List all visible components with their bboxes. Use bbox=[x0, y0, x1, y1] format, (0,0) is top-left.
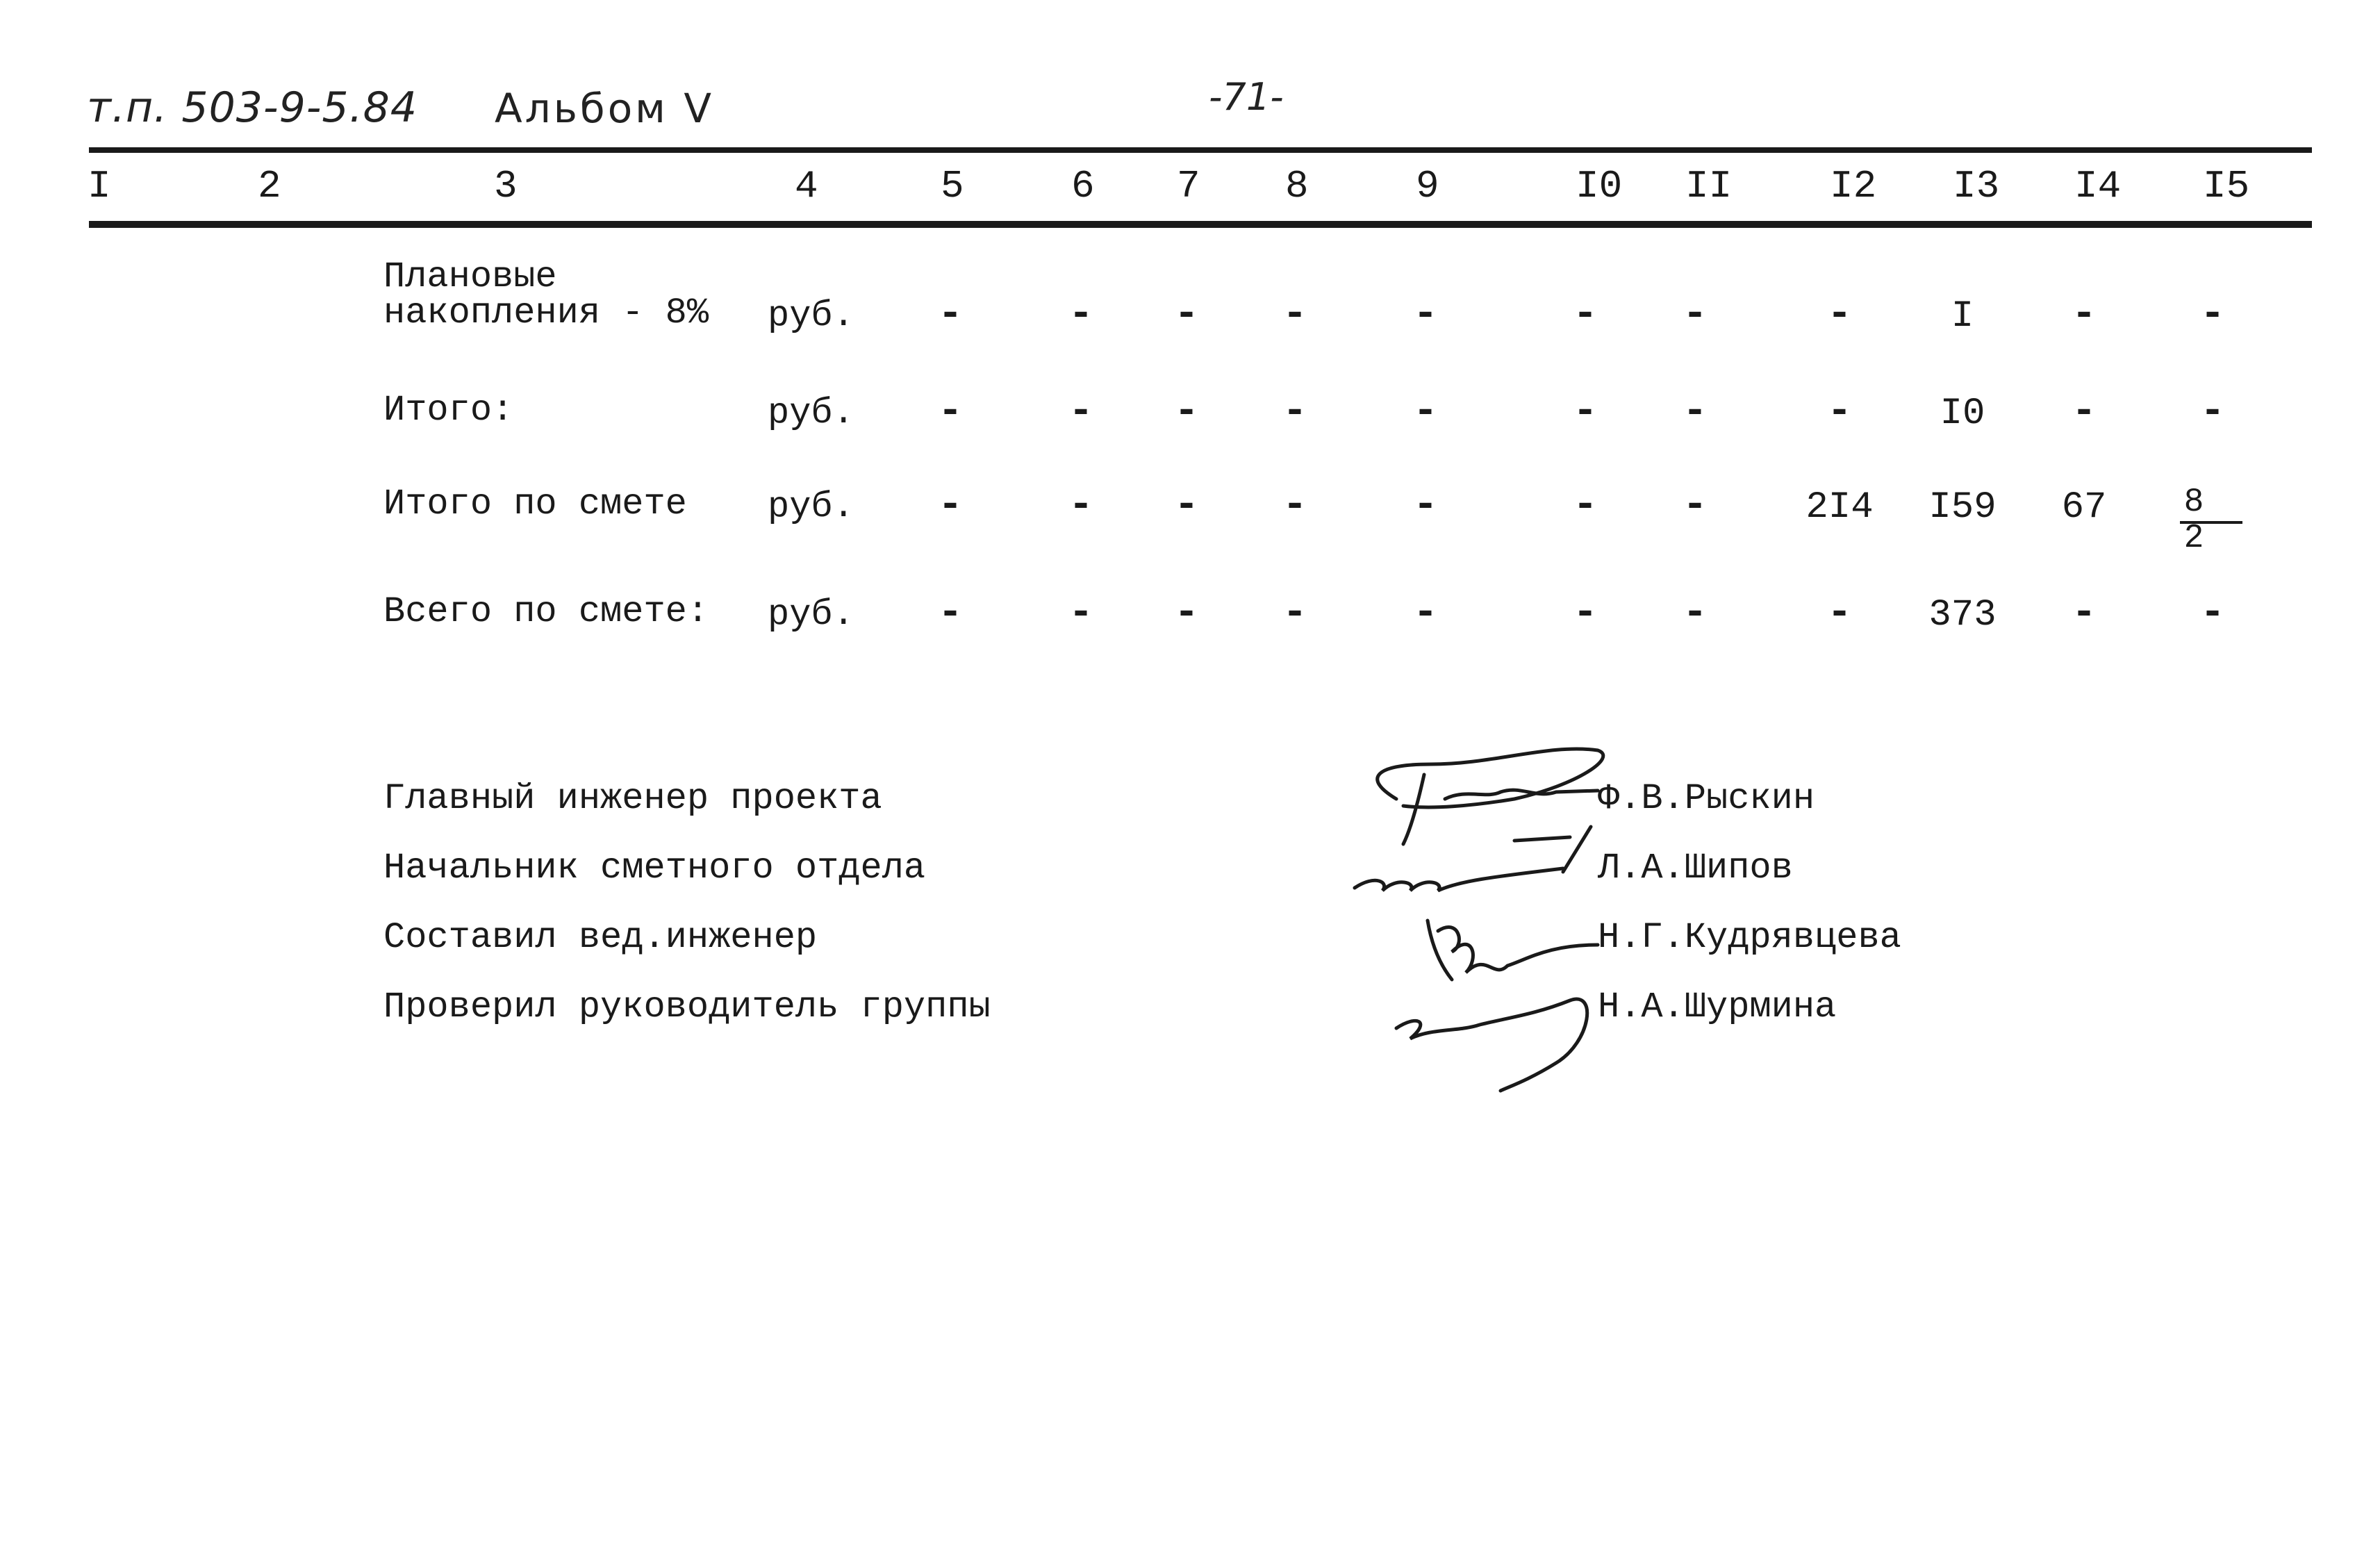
empty-cell-dash: - bbox=[1068, 388, 1094, 436]
empty-cell-dash: - bbox=[1068, 291, 1094, 338]
empty-cell-dash: - bbox=[1282, 291, 1308, 338]
empty-cell-dash: - bbox=[2071, 388, 2097, 436]
empty-cell-dash: - bbox=[2199, 388, 2226, 436]
column-number: 6 bbox=[1071, 164, 1095, 208]
empty-cell-dash: - bbox=[2199, 291, 2226, 338]
empty-cell-dash: - bbox=[1572, 590, 1598, 637]
column-number: 4 bbox=[795, 164, 818, 208]
column-number: 8 bbox=[1285, 164, 1309, 208]
empty-cell-dash: - bbox=[1282, 590, 1308, 637]
column-number: 2 bbox=[258, 164, 281, 208]
row-label: Итого по смете bbox=[383, 484, 687, 525]
row-label-line: Плановые bbox=[383, 256, 557, 297]
signature-role: Начальник сметного отдела bbox=[383, 848, 926, 889]
column-number: I3 bbox=[1953, 164, 2000, 208]
document-code: т.п. 503-9-5.84 bbox=[87, 83, 418, 132]
column-number: 9 bbox=[1416, 164, 1439, 208]
fraction-denominator: 2 bbox=[2183, 520, 2204, 557]
column-number: I2 bbox=[1830, 164, 1877, 208]
empty-cell-dash: - bbox=[1572, 291, 1598, 338]
row-unit: руб. bbox=[768, 295, 854, 336]
empty-cell-dash: - bbox=[1068, 482, 1094, 529]
empty-cell-dash: - bbox=[2071, 291, 2097, 338]
column-number: 3 bbox=[494, 164, 518, 208]
page-number: -71- bbox=[1209, 75, 1284, 119]
row-label-line: накопления - 8% bbox=[383, 292, 709, 333]
fraction-numerator: 8 bbox=[2183, 484, 2204, 521]
empty-cell-dash: - bbox=[1068, 590, 1094, 637]
empty-cell-dash: - bbox=[1173, 388, 1200, 436]
column-number: 7 bbox=[1177, 164, 1200, 208]
signature-ryskin bbox=[1378, 749, 1603, 844]
empty-cell-dash: - bbox=[1173, 482, 1200, 529]
signature-name: Н.А.Шурмина bbox=[1598, 987, 1837, 1028]
empty-cell-dash: - bbox=[1682, 388, 1708, 436]
empty-cell-dash: - bbox=[937, 590, 964, 637]
row-unit: руб. bbox=[768, 594, 854, 635]
column-number: II bbox=[1685, 164, 1733, 208]
signature-name: Н.Г.Кудрявцева bbox=[1598, 917, 1901, 958]
empty-cell-dash: - bbox=[2071, 590, 2097, 637]
column-number: 5 bbox=[941, 164, 964, 208]
signature-shurmina bbox=[1396, 999, 1587, 1091]
empty-cell-dash: - bbox=[1682, 291, 1708, 338]
value-cell: I bbox=[1951, 295, 1974, 338]
column-number: I bbox=[88, 164, 111, 208]
empty-cell-dash: - bbox=[1412, 590, 1439, 637]
signature-name: Л.А.Шипов bbox=[1598, 848, 1793, 889]
empty-cell-dash: - bbox=[1412, 291, 1439, 338]
signature-role: Составил вед.инженер bbox=[383, 917, 818, 958]
empty-cell-dash: - bbox=[937, 291, 964, 338]
album-title: Альбом V bbox=[495, 85, 715, 132]
row-unit: руб. bbox=[768, 486, 854, 527]
empty-cell-dash: - bbox=[1826, 590, 1853, 637]
column-number: I4 bbox=[2074, 164, 2122, 208]
empty-cell-dash: - bbox=[1412, 388, 1439, 436]
row-label: Итого: bbox=[383, 390, 514, 431]
value-cell: 2I4 bbox=[1805, 486, 1874, 529]
signature-role: Проверил руководитель группы bbox=[383, 987, 991, 1028]
empty-cell-dash: - bbox=[1826, 388, 1853, 436]
signature-shipov bbox=[1355, 827, 1591, 891]
empty-cell-dash: - bbox=[1173, 590, 1200, 637]
signature-kudryavtseva bbox=[1428, 921, 1598, 980]
row-label: Всего по смете: bbox=[383, 591, 709, 632]
row-unit: руб. bbox=[768, 393, 854, 434]
column-number: I5 bbox=[2203, 164, 2250, 208]
signature-name: Ф.В.Рыскин bbox=[1598, 778, 1815, 819]
empty-cell-dash: - bbox=[1682, 590, 1708, 637]
empty-cell-dash: - bbox=[1173, 291, 1200, 338]
empty-cell-dash: - bbox=[937, 482, 964, 529]
value-cell: I0 bbox=[1940, 393, 1985, 435]
empty-cell-dash: - bbox=[1282, 482, 1308, 529]
value-cell: I59 bbox=[1928, 486, 1997, 529]
empty-cell-dash: - bbox=[1682, 482, 1708, 529]
empty-cell-dash: - bbox=[1826, 291, 1853, 338]
column-number: I0 bbox=[1576, 164, 1623, 208]
empty-cell-dash: - bbox=[1282, 388, 1308, 436]
empty-cell-dash: - bbox=[1572, 482, 1598, 529]
signature-role: Главный инженер проекта bbox=[383, 778, 882, 819]
empty-cell-dash: - bbox=[2199, 590, 2226, 637]
value-cell: 67 bbox=[2061, 486, 2107, 529]
empty-cell-dash: - bbox=[1412, 482, 1439, 529]
empty-cell-dash: - bbox=[1572, 388, 1598, 436]
empty-cell-dash: - bbox=[937, 388, 964, 436]
value-cell: 373 bbox=[1928, 594, 1997, 636]
